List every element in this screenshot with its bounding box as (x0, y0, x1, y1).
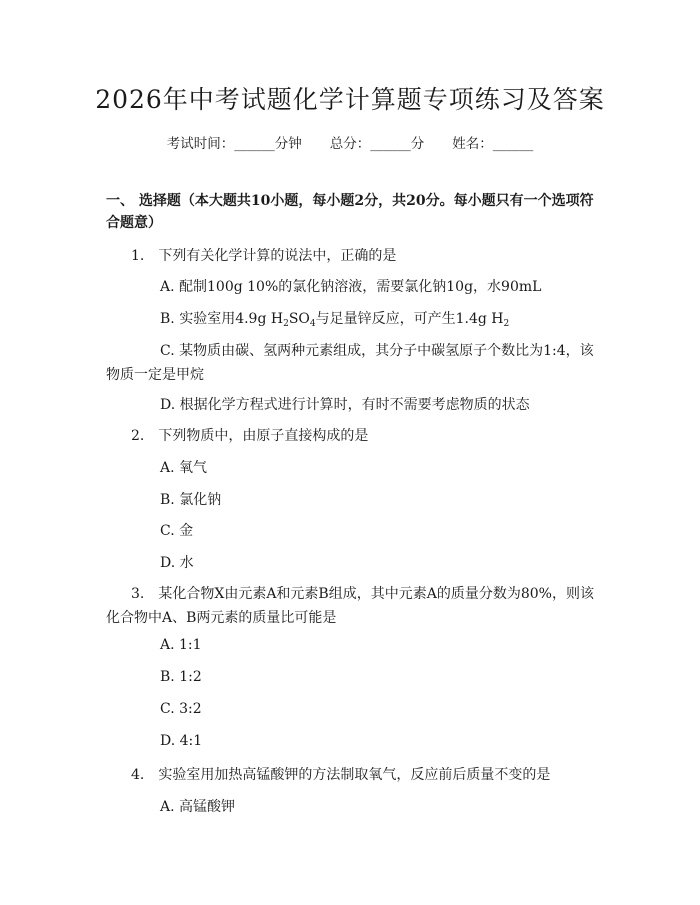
question-1-stem: 1. 下列有关化学计算的说法中，正确的是 (131, 248, 397, 264)
question-2-option-a: A. 氧气 (160, 460, 208, 476)
subscript: 4 (309, 319, 316, 329)
subscript: 2 (503, 319, 510, 329)
option-b-text-2: SO (288, 311, 310, 327)
exam-meta (0, 132, 700, 152)
time-blank: ______ (234, 136, 275, 152)
score-unit: 分 (410, 136, 425, 152)
question-3-option-b: B. 1:2 (160, 669, 202, 685)
question-1-option-a: A. 配制100g 10%的氯化钠溶液，需要氯化钠10g，水90mL (160, 279, 542, 295)
question-2-option-c: C. 金 (160, 523, 194, 539)
question-1-option-d: D. 根据化学方程式进行计算时，有时不需要考虑物质的状态 (160, 397, 530, 413)
time-unit: 分钟 (274, 136, 302, 152)
question-3-option-a: A. 1:1 (160, 637, 202, 653)
question-4-option-a: A. 高锰酸钾 (160, 799, 236, 815)
question-2-stem: 2. 下列物质中，由原子直接构成的是 (131, 428, 369, 444)
option-b-text-3: 与足量锌反应，可产生1.4g H (315, 311, 504, 327)
section-heading: 一、 选择题（本大题共10小题，每小题2分，共20分。每小题只有一个选项符合题意） (106, 193, 594, 231)
subscript: 2 (283, 319, 289, 329)
question-2-option-b: B. 氯化钠 (160, 492, 222, 508)
question-1-option-c-line2: 物质一定是甲烷 (106, 367, 204, 383)
time-label: 考试时间： (166, 136, 235, 152)
question-3-stem-line1: 3. 某化合物X由元素A和元素B组成，其中元素A的质量分数为80%，则该 (131, 586, 594, 602)
score-blank: ______ (370, 136, 411, 152)
question-1-option-c-line1: C. 某物质由碳、氢两种元素组成，其分子中碳氢原子个数比为1:4，该 (160, 343, 594, 359)
option-b-text-1: B. 实验室用4.9g H (160, 311, 284, 327)
question-3-stem-line2: 化合物中A、B两元素的质量比可能是 (106, 610, 337, 626)
question-3-option-c: C. 3:2 (160, 701, 202, 717)
name-label: 姓名： (452, 136, 493, 152)
question-2-option-d: D. 水 (160, 555, 194, 571)
question-4-stem: 4. 实验室用加热高锰酸钾的方法制取氧气，反应前后质量不变的是 (131, 767, 551, 783)
question-1-option-b (160, 308, 509, 329)
score-label: 总分： (329, 136, 371, 152)
question-3-option-d: D. 4:1 (160, 733, 203, 749)
page-title: 2026年中考试题化学计算题专项练习及答案 (95, 85, 605, 114)
name-blank: ______ (492, 136, 534, 152)
